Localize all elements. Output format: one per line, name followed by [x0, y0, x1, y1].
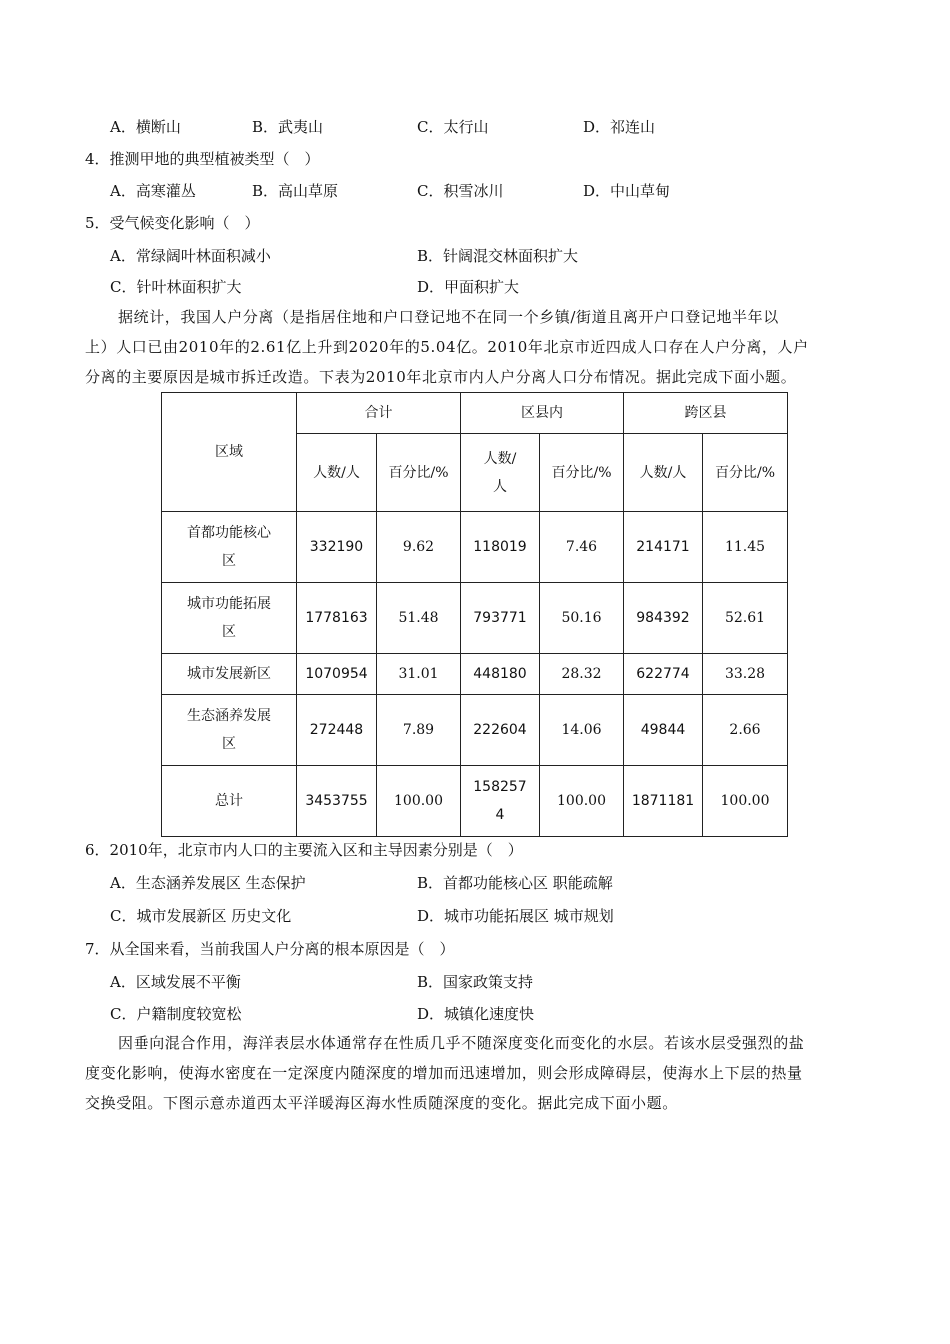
table-cell-value: 984392 [624, 583, 703, 654]
household-separation-table [161, 392, 788, 837]
table-cell-value: 100.00 [377, 766, 461, 837]
table-cell-value: 100.00 [540, 766, 624, 837]
q4-option-b: B．高山草原 [252, 182, 339, 200]
passage2-line-2: 度变化影响，使海水密度在一定深度内随深度的增加而迅速增加，则会形成障碍层，使海水上下层的热量 [85, 1064, 803, 1082]
table-header-region: 区域 [162, 393, 297, 512]
table-cell-value: 33.28 [703, 654, 788, 695]
passage2-line-3: 交换受阻。下图示意赤道西太平洋暖海区海水性质随深度的变化。据此完成下面小题。 [85, 1094, 678, 1112]
q6-option-c: C．城市发展新区 历史文化 [110, 907, 292, 925]
table-cell-value: 28.32 [540, 654, 624, 695]
table-cell-value: 272448 [297, 695, 377, 766]
table-cell-value: 1871181 [624, 766, 703, 837]
table-header-cross-district: 跨区县 [624, 393, 788, 434]
table-cell-region: 生态涵养发展 区 [162, 695, 297, 766]
table-subheader-count: 人数/人 [624, 434, 703, 512]
table-cell-value: 2.66 [703, 695, 788, 766]
table-cell-value: 332190 [297, 512, 377, 583]
table-cell-value: 14.06 [540, 695, 624, 766]
passage2-line-1: 因垂向混合作用，海洋表层水体通常存在性质几乎不随深度变化而变化的水层。若该水层受强烈的盐 [118, 1034, 805, 1052]
table-row [162, 766, 788, 837]
q3-option-b: B．武夷山 [252, 118, 324, 136]
table-cell-value: 9.62 [377, 512, 461, 583]
table-cell-value: 31.01 [377, 654, 461, 695]
table-cell-value: 50.16 [540, 583, 624, 654]
q5-option-a: A．常绿阔叶林面积减小 [110, 247, 271, 265]
table-cell-value: 49844 [624, 695, 703, 766]
q7-option-d: D．城镇化速度快 [417, 1005, 535, 1023]
table-cell-value: 214171 [624, 512, 703, 583]
table-cell-value: 222604 [461, 695, 540, 766]
q4-stem: 4．推测甲地的典型植被类型（ ） [85, 150, 320, 168]
q6-stem: 6．2010年，北京市内人口的主要流入区和主导因素分别是（ ） [85, 841, 523, 859]
table-cell-value: 100.00 [703, 766, 788, 837]
passage1-line-1: 据统计，我国人户分离（是指居住地和户口登记地不在同一个乡镇/街道且离开户口登记地半年以 [118, 308, 779, 326]
passage-household-separation [85, 302, 865, 392]
table-subheader-percent: 百分比/% [540, 434, 624, 512]
table-cell-value: 3453755 [297, 766, 377, 837]
table-row [162, 654, 788, 695]
table-subheader-percent: 百分比/% [703, 434, 788, 512]
passage1-line-3: 分离的主要原因是城市拆迁改造。下表为2010年北京市内人户分离人口分布情况。据此完成下面小题。 [85, 368, 797, 386]
table-cell-value: 793771 [461, 583, 540, 654]
table-header-within-district: 区县内 [461, 393, 624, 434]
q6-option-b: B．首都功能核心区 职能疏解 [417, 874, 613, 892]
q3-option-a: A．横断山 [110, 118, 181, 136]
table-cell-region: 总计 [162, 766, 297, 837]
table-cell-value: 7.46 [540, 512, 624, 583]
table-row [162, 583, 788, 654]
table-subheader-count: 人数/ 人 [461, 434, 540, 512]
table-subheader-count: 人数/人 [297, 434, 377, 512]
q7-option-b: B．国家政策支持 [417, 973, 534, 991]
q7-stem: 7．从全国来看，当前我国人户分离的根本原因是（ ） [85, 940, 455, 958]
q5-option-b: B．针阔混交林面积扩大 [417, 247, 579, 265]
passage-ocean-barrier-layer [85, 1028, 865, 1118]
passage1-line-2: 上）人口已由2010年的2.61亿上升到2020年的5.04亿。2010年北京市近四成人口存在人户分离，人户 [85, 338, 809, 356]
table-cell-region: 首都功能核心 区 [162, 512, 297, 583]
q4-option-c: C．积雪冰川 [417, 182, 504, 200]
q6-option-a: A．生态涵养发展区 生态保护 [110, 874, 306, 892]
table-cell-region: 城市发展新区 [162, 654, 297, 695]
table-cell-value: 1070954 [297, 654, 377, 695]
table-cell-value: 622774 [624, 654, 703, 695]
q7-option-a: A．区域发展不平衡 [110, 973, 241, 991]
table-cell-value: 7.89 [377, 695, 461, 766]
table-row [162, 695, 788, 766]
table-cell-value: 158257 4 [461, 766, 540, 837]
q3-option-d: D．祁连山 [583, 118, 656, 136]
table-cell-region: 城市功能拓展 区 [162, 583, 297, 654]
table-cell-value: 52.61 [703, 583, 788, 654]
q5-option-c: C．针叶林面积扩大 [110, 278, 242, 296]
table-cell-value: 1778163 [297, 583, 377, 654]
table-row [162, 512, 788, 583]
table-cell-value: 448180 [461, 654, 540, 695]
q5-option-d: D．甲面积扩大 [417, 278, 520, 296]
q4-option-d: D．中山草甸 [583, 182, 671, 200]
table-subheader-percent: 百分比/% [377, 434, 461, 512]
q7-option-c: C．户籍制度较宽松 [110, 1005, 242, 1023]
table-cell-value: 118019 [461, 512, 540, 583]
q5-stem: 5．受气候变化影响（ ） [85, 214, 260, 232]
table-header-total: 合计 [297, 393, 461, 434]
table-cell-value: 11.45 [703, 512, 788, 583]
table-cell-value: 51.48 [377, 583, 461, 654]
q3-option-c: C．太行山 [417, 118, 489, 136]
q4-option-a: A．高寒灌丛 [110, 182, 196, 200]
q6-option-d: D．城市功能拓展区 城市规划 [417, 907, 614, 925]
